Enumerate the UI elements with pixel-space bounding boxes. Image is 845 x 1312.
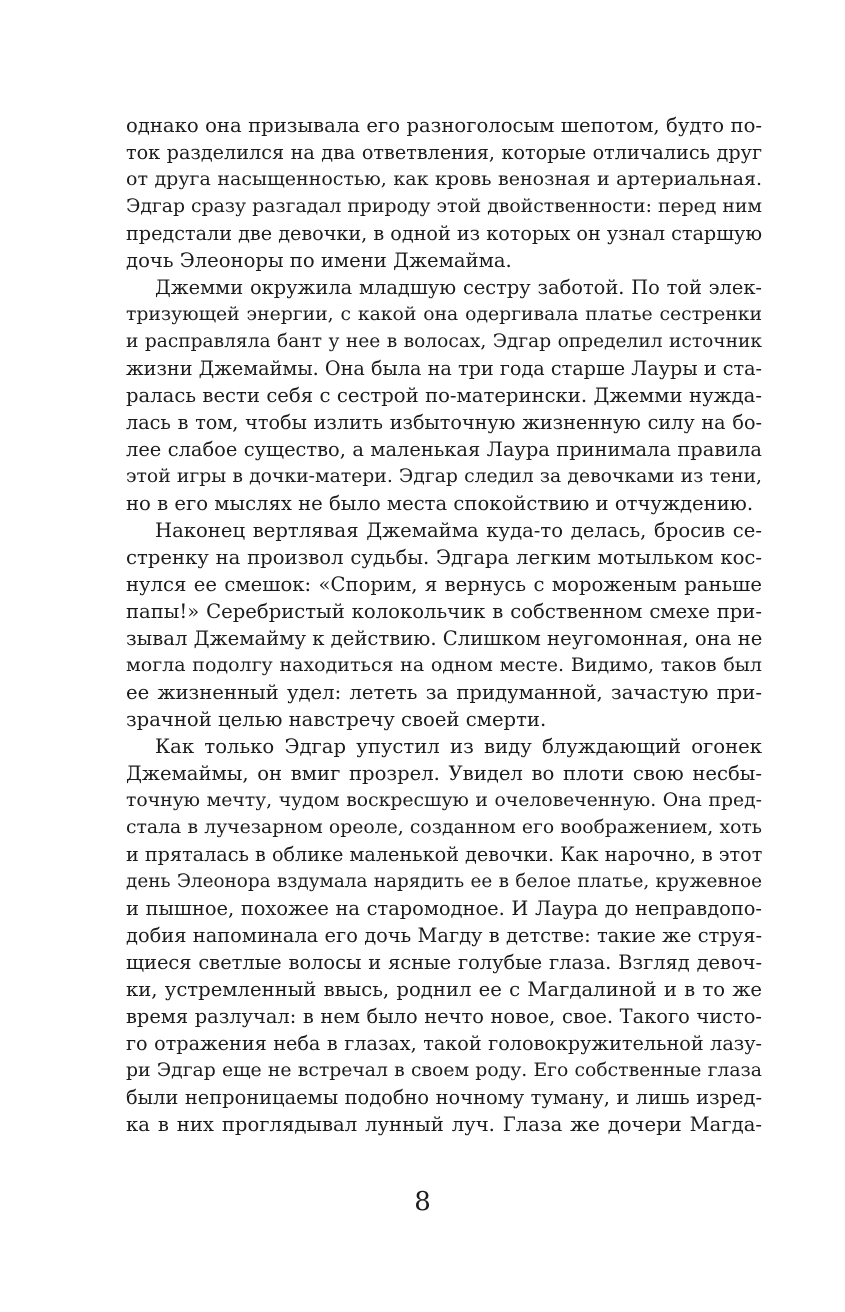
text-line: жизни Джемаймы. Она была на три года старше Лауры и ста- <box>126 357 762 380</box>
body-text <box>126 112 762 1138</box>
text-line: ее жизненный удел: лететь за придуманной, зачастую при- <box>126 681 762 704</box>
text-line: стала в лучезарном ореоле, созданном его воображением, хоть <box>126 817 762 838</box>
text-line: тризующей энергии, с какой она одергивала платье сестренки <box>126 304 762 325</box>
paragraph <box>126 274 762 517</box>
text-line: Наконец вертлявая Джемайма куда-то делась, бросив се- <box>155 519 762 542</box>
text-line: ка в них проглядывал лунный луч. Глаза же дочери Магда- <box>126 1113 762 1136</box>
text-line: ралась вести себя с сестрой по-матерински. Джемми нужда- <box>126 384 762 407</box>
paragraph <box>126 517 762 733</box>
text-line: Эдгар сразу разгадал природу этой двойственности: перед ним <box>126 196 762 217</box>
text-line: добия напоминала его дочь Магду в детстве: такие же струя- <box>126 924 762 947</box>
text-line: были непроницаемы подобно ночному туману, и лишь изред- <box>126 1086 762 1109</box>
text-line: нулся ее смешок: «Спорим, я вернусь с мороженым раньше <box>126 573 762 596</box>
text-line: день Элеонора вздумала нарядить ее в белое платье, кружевное <box>126 871 762 892</box>
text-line: и пышное, похожее на старомодное. И Лаура до неправдопо- <box>126 897 762 920</box>
text-line: Джемми окружила младшую сестру заботой. По той элек- <box>155 276 762 299</box>
text-line: время разлучал: в нем было нечто новое, свое. Такого чисто- <box>126 1005 762 1028</box>
text-line: однако она призывала его разноголосым шепотом, будто по- <box>126 114 762 137</box>
text-line: но в его мыслях не было места спокойствию и отчуждению. <box>126 492 754 515</box>
text-line: стренку на произвол судьбы. Эдгара легким мотыльком кос- <box>126 546 762 569</box>
paragraph <box>126 733 762 1138</box>
text-line: го отражения неба в глазах, такой головокружительной лазу- <box>126 1032 762 1055</box>
page-number: 8 <box>414 1187 431 1217</box>
text-line: и расправляла бант у нее в волосах, Эдгар определил источник <box>126 331 762 352</box>
text-line: лась в том, чтобы излить избыточную жизненную силу на бо- <box>126 411 762 434</box>
text-line: и пряталась в облике маленькой девочки. Как нарочно, в этот <box>126 843 762 866</box>
text-line: зрачной целью навстречу своей смерти. <box>126 708 547 731</box>
text-line: от друга насыщенностью, как кровь венозная и артериальная. <box>126 168 762 190</box>
text-line: дочь Элеоноры по имени Джемайма. <box>126 249 512 272</box>
text-line: ри Эдгар еще не встречал в своем роду. Его собственные глаза <box>126 1060 762 1081</box>
text-line: могла подолгу находиться на одном месте. Видимо, таков был <box>126 654 762 676</box>
text-line: точную мечту, чудом воскресшую и очеловеченную. Она пред- <box>126 790 762 811</box>
text-line: щиеся светлые волосы и ясные голубые глаза. Взгляд девоч- <box>126 951 762 974</box>
text-line: этой игры в дочки-матери. Эдгар следил за девочками из тени, <box>126 466 762 487</box>
paragraph <box>126 112 762 274</box>
text-line: предстали две девочки, в одной из которых он узнал старшую <box>126 222 762 245</box>
text-line: Джемаймы, он вмиг прозрел. Увидел во плоти свою несбы- <box>126 762 762 785</box>
text-line: папы!» Серебристый колокольчик в собственном смехе при- <box>126 600 762 623</box>
text-line: зывал Джемайму к действию. Слишком неугомонная, она не <box>126 627 762 650</box>
text-line: лее слабое существо, а маленькая Лаура принимала правила <box>126 438 762 461</box>
text-line: ки, устремленный ввысь, роднил ее с Магдалиной и в то же <box>126 978 762 1001</box>
text-line: Как только Эдгар упустил из виду блуждающий огонек <box>155 735 762 758</box>
text-line: ток разделился на два ответвления, которые отличались друг <box>126 141 762 164</box>
